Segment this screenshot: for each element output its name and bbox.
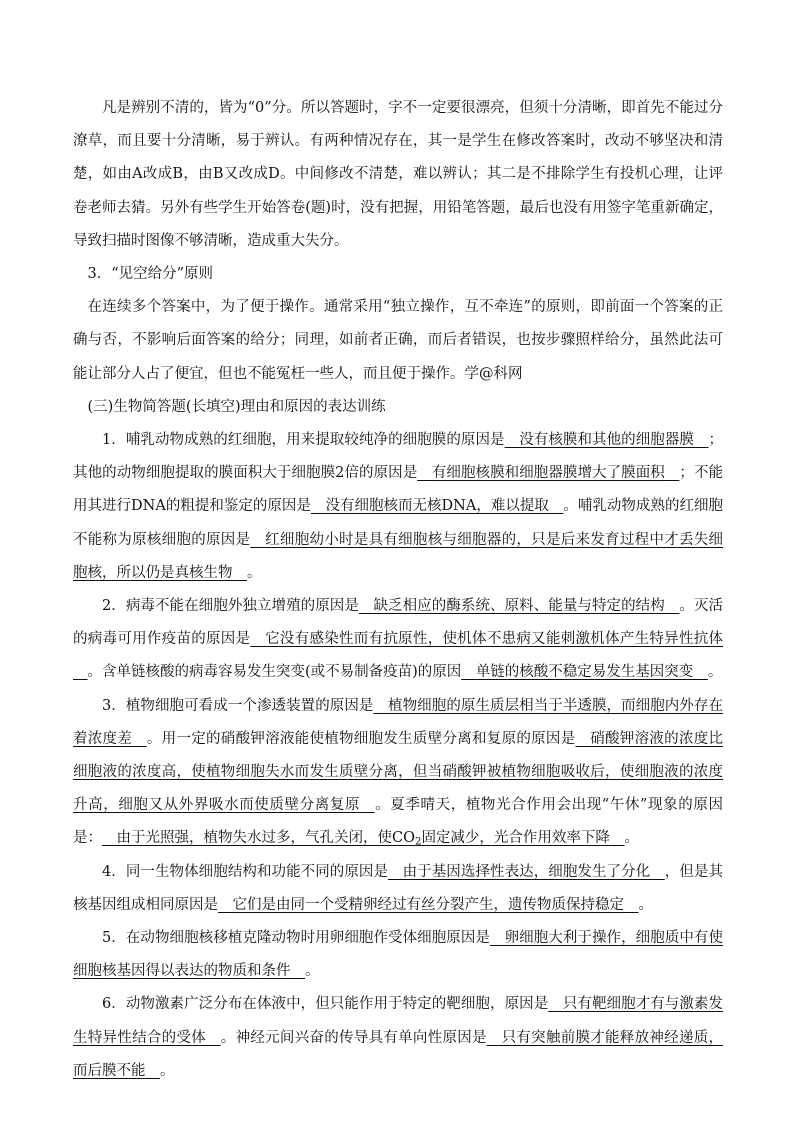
q3-text-4: 。: [624, 830, 639, 847]
q1-answer-2: __有细胞核膜和细胞器膜增大了膜面积__: [417, 465, 680, 482]
q1-answer-1: __没有核膜和其他的细胞器膜__: [504, 432, 709, 449]
q4-text-3: 。: [638, 896, 653, 913]
q3-answer-3: [102, 830, 624, 846]
q2-text-3: 。含单链核酸的病毒容易发生突变(或不易制备疫苗)的原因: [87, 664, 462, 681]
question-2: [73, 590, 723, 690]
q4-text-2: ，但是其核基因组成相同原因是: [73, 863, 723, 913]
question-5: [73, 922, 723, 988]
q1-text-3: ；不能用其进行DNA的粗提和鉴定的原因是: [73, 465, 724, 515]
q3-answer-1: __植物细胞的原生质层相当于半透膜，而细胞内外存在着浓度差__: [73, 697, 723, 747]
q1-text-1: 1．哺乳动物成熟的红细胞，用来提取较纯净的细胞膜的原因是: [102, 432, 505, 449]
q3-text-3: 。夏季晴天，植物光合作用会出现“午休”现象的原因是：: [73, 797, 723, 847]
co2-subscript: 2: [414, 837, 422, 848]
q1-answer-4: __红细胞幼小时是具有细胞核与细胞器的，只是后来发育过程中才丢失细胞核，所以仍是真核生物__: [73, 531, 724, 581]
q2-text-4: 。: [707, 664, 723, 681]
q3-text-2: 。用一定的硝酸钾溶液能使植物细胞发生质壁分离和复原的原因是: [146, 730, 576, 747]
q5-answer-1: __卵细胞大利于操作，细胞质中有使细胞核基因得以表达的物质和条件__: [73, 930, 724, 980]
q6-text-2: 。神经元间兴奋的传导具有单向性原因是: [220, 1029, 487, 1046]
q1-text-5: 。: [247, 564, 262, 581]
document-body: [73, 92, 723, 1088]
question-4: [73, 856, 723, 922]
q2-answer-1: __缺乏相应的酶系统、原料、能量与特定的结构__: [358, 598, 680, 615]
q1-answer-3: __没有细胞核而无核DNA，难以提取__: [310, 498, 564, 515]
q1-text-2: ；其他的动物细胞提取的膜面积大于细胞膜2倍的原因是: [73, 432, 724, 482]
section-title: (三)生物简答题(长填空)理由和原因的表达训练: [87, 398, 386, 415]
q3-answer-3-part-b: 固定减少，光合作用效率下降__: [421, 830, 625, 847]
q3-text-1: 3．植物细胞可看成一个渗透装置的原因是: [102, 697, 374, 714]
q4-text-1: 4．同一生物体细胞结构和功能不同的原因是: [102, 863, 389, 880]
intro-paragraph: 凡是辨别不清的，皆为“0”分。所以答题时，字不一定要很漂亮，但须十分清晰，即首先不能过分潦草，而且要十分清晰，易于辨认。有两种情况存在，其一是学生在修改答案时，改动不够坚决和清楚，如由A改成B，由B又改成D。中间修改不清楚，难以辨认；其二是不排除学生有投机心理，让评卷老师去猜。另外有些学生开始答卷(题)时，没有把握，用铅笔答题，最后也没有用签字笔重新确定，导致扫描时图像不够清晰，造成重大失分。: [73, 100, 723, 249]
q4-answer-2: __它们是由同一个受精卵经过有丝分裂产生，遗传物质保持稳定__: [218, 896, 639, 913]
q2-text-2: 。灭活的病毒可用作疫苗的原因是: [73, 598, 724, 648]
question-1: [73, 424, 723, 590]
q5-text-2: 。: [305, 963, 320, 980]
q6-answer-2: __只有突触前膜才能释放神经递质，而后膜不能__: [73, 1029, 724, 1079]
question-6: [73, 988, 723, 1088]
q1-text-4: 。哺乳动物成熟的红细胞不能称为原核细胞的原因是: [73, 498, 723, 548]
q6-answer-1: __只有靶细胞才有与激素发生特异性结合的受体__: [73, 996, 723, 1046]
principle-3-heading: 3．“见空给分”原则: [87, 266, 214, 283]
q2-text-1: 2．病毒不能在细胞外独立增殖的原因是: [102, 598, 359, 615]
q4-answer-1: __由于基因选择性表达，细胞发生了分化__: [388, 863, 665, 880]
q6-text-3: 。: [160, 1062, 175, 1079]
question-3: [73, 690, 723, 856]
principle-3-paragraph: 在连续多个答案中，为了便于操作。通常采用“独立操作，互不牵连”的原则，即前面一个答案的正确与否，不影响后面答案的给分；同理，如前者正确，而后者错误，也按步骤照样给分，虽然此法可能让部分人占了便宜，但也不能冤枉一些人，而且便于操作。学@科网: [73, 299, 723, 382]
q5-text-1: 5．在动物细胞核移植克隆动物时用卵细胞作受体细胞原因是: [102, 930, 491, 947]
q2-answer-3: __单链的核酸不稳定易发生基因突变__: [461, 664, 708, 681]
q3-answer-3-part-a: __由于光照强，植物失水过多，气孔关闭，使CO: [102, 830, 415, 847]
q6-text-1: 6．动物激素广泛分布在体液中，但只能作用于特定的靶细胞，原因是: [102, 996, 549, 1013]
q2-answer-2: __它没有感染性而有抗原性，使机体不患病又能刺激机体产生特异性抗体__: [73, 631, 724, 681]
q3-answer-2: __硝酸钾溶液的浓度比细胞液的浓度高，使植物细胞失水而发生质壁分离，但当硝酸钾被植物细胞吸收后，使细胞液的浓度升高，细胞又从外界吸水而使质壁分离复原__: [73, 730, 724, 814]
